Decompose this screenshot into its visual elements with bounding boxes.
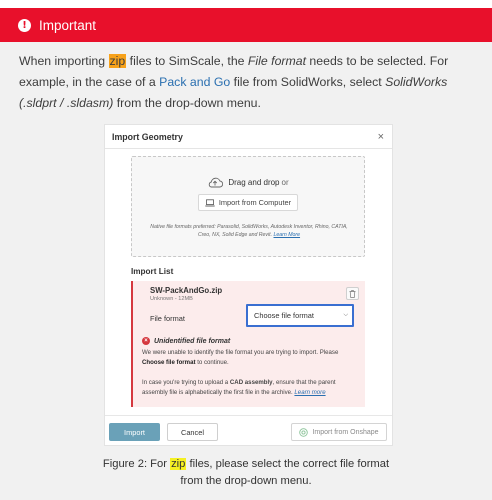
or-text: or [281, 178, 289, 187]
import-list-item [131, 281, 365, 407]
delete-file-button[interactable] [346, 287, 359, 300]
callout-header [0, 8, 492, 42]
drag-drop-text: Drag and drop [228, 178, 280, 187]
import-from-onshape-button[interactable]: Import from Onshape [291, 423, 387, 441]
import-geometry-dialog [104, 124, 393, 446]
important-callout [0, 8, 492, 500]
dialog-header [105, 125, 392, 149]
laptop-icon [205, 199, 215, 207]
figure-caption: Figure 2: For zip files, please select the correct file format from the drop-down menu. [102, 458, 390, 487]
onshape-icon [299, 428, 308, 437]
error-title: × Unidentified file format [142, 337, 230, 345]
highlight-zip: zip [171, 458, 186, 470]
file-format-select[interactable]: Choose file format ⌵ [246, 304, 354, 327]
file-meta: Unknown - 12MB [150, 296, 193, 302]
highlight-zip: zip [109, 54, 126, 68]
pack-and-go-link[interactable]: Pack and Go [159, 75, 231, 89]
callout-title: Important [39, 17, 97, 33]
import-list-label: Import List [131, 267, 174, 276]
file-name: SW-PackAndGo.zip [150, 286, 223, 295]
chevron-down-icon: ⌵ [343, 312, 348, 318]
cad-assembly-note: In case you're trying to upload a CAD assembly, ensure that the parent assembly file is alphabetically the first file in the archive. Learn more [142, 379, 336, 396]
error-icon: × [142, 337, 150, 345]
file-format-label: File format [150, 314, 185, 323]
dialog-title: Import Geometry [112, 131, 183, 142]
learn-more-link[interactable]: Learn more [294, 388, 326, 396]
cancel-button[interactable]: Cancel [167, 423, 218, 441]
native-formats-note: Native file formats preferred: Parasolid, SolidWorks, Autodesk Inventor, Rhino, CATIA, Creo, NX, Solid Edge and Revit. Learn More [150, 224, 348, 238]
dialog-footer [105, 415, 392, 446]
info-icon: ! [18, 19, 31, 32]
import-from-computer-button[interactable]: Import from Computer [198, 194, 298, 211]
callout-body: When importing zip files to SimScale, the File format needs to be selected. For example, in the case of a Pack and Go file from SolidWorks, select SolidWorks (.sldprt / .sldasm) from the drop-down menu. [19, 54, 449, 110]
import-button[interactable]: Import [109, 423, 160, 441]
file-dropzone[interactable] [131, 156, 365, 257]
trash-icon [349, 290, 356, 298]
cloud-upload-icon [207, 177, 223, 188]
close-icon[interactable]: × [377, 130, 384, 143]
error-message: We were unable to identify the file format you are trying to import. Please Choose file format to continue. [142, 349, 339, 366]
learn-more-link[interactable]: Learn More [273, 232, 301, 238]
